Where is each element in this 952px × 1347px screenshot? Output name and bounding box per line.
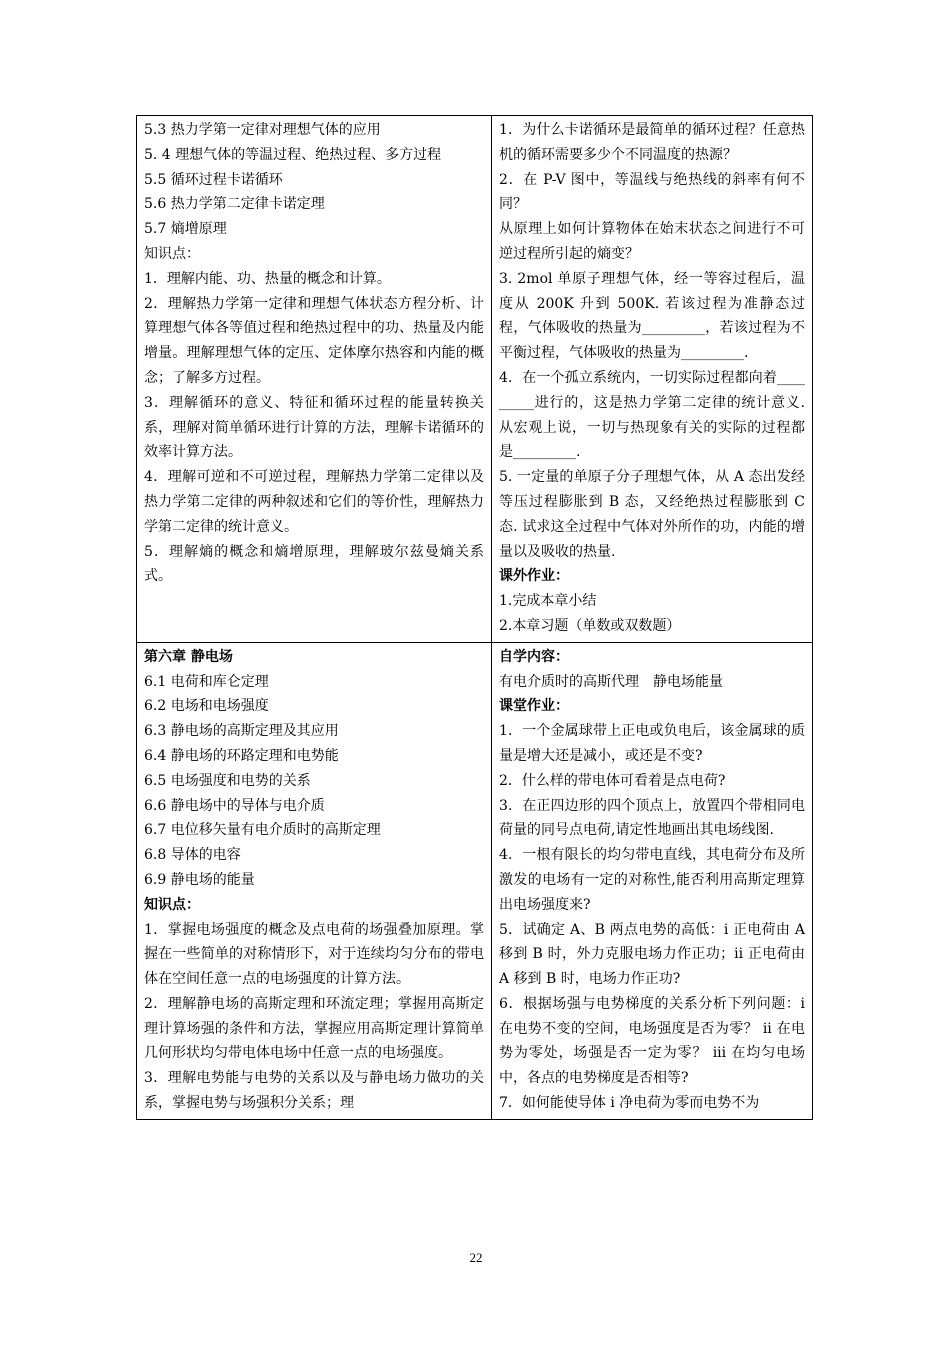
text-line: 6.9 静电场的能量 — [144, 871, 255, 888]
row2-right-cell — [492, 642, 813, 1119]
text-line: 3．理解电势能与电势的关系以及与静电场力做功的关系，掌握电势与场强积分关系；理 — [144, 1070, 484, 1112]
text-line: 1．一个金属球带上正电或负电后，该金属球的质量是增大还是减小，或还是不变? — [499, 723, 805, 764]
text-line: 1．掌握电场强度的概念及点电荷的场强叠加原理。掌握在一些简单的对称情形下，对于连续均匀分布的带电体在空间任意一点的电场强度的计算方法。 — [144, 921, 484, 988]
text-line: 5.5 循环过程卡诺循环 — [144, 171, 283, 188]
text-line: 2．在 P-V 图中，等温线与绝热线的斜率有何不同？ — [499, 171, 805, 213]
text-line: 知识点： — [144, 245, 200, 262]
text-line: 1.完成本章小结 — [499, 593, 597, 610]
text-line: 课堂作业： — [499, 698, 569, 715]
text-line: 6.4 静电场的环路定理和电势能 — [144, 747, 339, 764]
text-line: 5．理解熵的概念和熵增原理，理解玻尔兹曼熵关系式。 — [144, 543, 484, 585]
text-line: 6.2 电场和电场强度 — [144, 698, 269, 715]
text-line: 6.7 电位移矢量有电介质时的高斯定理 — [144, 822, 381, 839]
text-line: 1．理解内能、功、热量的概念和计算。 — [144, 270, 391, 287]
text-line: 6．根据场强与电势梯度的关系分析下列问题：i 在电势不变的空间，电场强度是否为零？ ii 在电势为零处，场强是否一定为零？ iii 在均匀电场中，各点的电势梯度是否相等? — [499, 995, 805, 1087]
text-line: 5. 一定量的单原子分子理想气体，从 A 态出发经等压过程膨胀到 B 态，又经绝热过程膨胀到 C 态. 试求这全过程中气体对外所作的功，内能的增量以及吸收的热量. — [499, 469, 805, 560]
table-row — [137, 116, 813, 643]
text-line: 6.6 静电场中的导体与电介质 — [144, 797, 325, 814]
page-number: 22 — [469, 1250, 483, 1265]
text-line: 2．什么样的带电体可看着是点电荷? — [499, 772, 726, 789]
text-line: 5. 4 理想气体的等温过程、绝热过程、多方过程 — [144, 146, 442, 163]
text-line: 6.1 电荷和库仑定理 — [144, 673, 269, 690]
text-line: 5.6 热力学第二定律卡诺定理 — [144, 196, 325, 213]
text-line: 自学内容： — [499, 648, 569, 665]
text-line: 5.7 熵增原理 — [144, 221, 227, 238]
text-line: 5．试确定 A、B 两点电势的高低：i 正电荷由 A 移到 B 时，外力克服电场力作正功；ii 正电荷由 A 移到 B 时，电场力作正功? — [499, 921, 805, 988]
text-line: 4．理解可逆和不可逆过程，理解热力学第二定律以及热力学第二定律的两种叙述和它们的等价性，理解热力学第二定律的统计意义。 — [144, 469, 484, 535]
text-line: 2．理解热力学第一定律和理想气体状态方程分析、计算理想气体各等值过程和绝热过程中的功、热量及内能增量。理解理想气体的定压、定体摩尔热容和内能的概念；了解多方过程。 — [144, 295, 484, 386]
text-line: 有电介质时的高斯代理 静电场能量 — [499, 673, 723, 690]
row1-right-cell — [492, 116, 813, 643]
text-line: 课外作业： — [499, 568, 569, 585]
text-line: 4．一根有限长的均匀带电直线，其电荷分布及所激发的电场有一定的对称性,能否利用高斯定理算出电场强度来? — [499, 847, 805, 913]
text-line: 5.3 热力学第一定律对理想气体的应用 — [144, 122, 381, 138]
table-row — [137, 642, 813, 1119]
text-line: 4．在一个孤立系统内，一切实际过程都向着_________进行的，这是热力学第二定律的统计意义. 从宏观上说，一切与热现象有关的实际的过程都是_________. — [499, 369, 805, 461]
row1-left-cell — [137, 116, 492, 643]
text-line: 第六章 静电场 — [144, 648, 233, 665]
content-table — [136, 115, 813, 1120]
text-line: 2．理解静电场的高斯定理和环流定理；掌握用高斯定理计算场强的条件和方法，掌握应用高斯定理计算简单几何形状均匀带电体电场中任意一点的电场强度。 — [144, 995, 484, 1062]
text-line: 3. 2mol 单原子理想气体，经一等容过程后，温度从 200K 升到 500K. 若该过程为准静态过程，气体吸收的热量为_________，若该过程为不平衡过程，气体吸收的热量为_________. — [499, 270, 805, 362]
row2-left-cell — [137, 642, 492, 1119]
text-line: 6.5 电场强度和电势的关系 — [144, 772, 311, 789]
text-line: 2.本章习题（单数或双数题） — [499, 617, 681, 634]
text-line: 1．为什么卡诺循环是最简单的循环过程？任意热机的循环需要多少个不同温度的热源？ — [499, 122, 805, 163]
text-line: 3．在正四边形的四个顶点上，放置四个带相同电荷量的同号点电荷,请定性地画出其电场线图. — [499, 797, 805, 839]
text-line: 从原理上如何计算物体在始末状态之间进行不可逆过程所引起的熵变？ — [499, 221, 805, 262]
text-line: 6.8 导体的电容 — [144, 847, 241, 864]
text-line: 3．理解循环的意义、特征和循环过程的能量转换关系，理解对简单循环进行计算的方法，理解卡诺循环的效率计算方法。 — [144, 394, 484, 461]
text-line: 知识点： — [144, 896, 200, 913]
text-line: 6.3 静电场的高斯定理及其应用 — [144, 723, 339, 740]
text-line: 7．如何能使导体 i 净电荷为零而电势不为 — [499, 1095, 760, 1112]
